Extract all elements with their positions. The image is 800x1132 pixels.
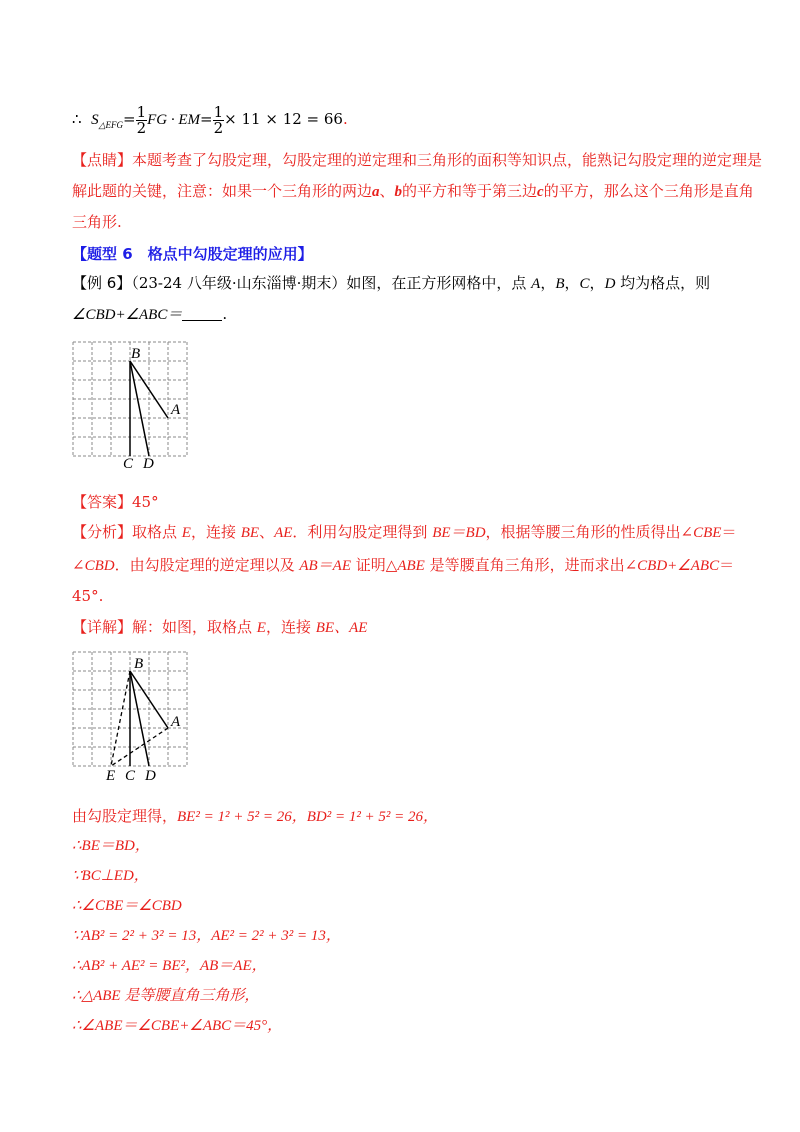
label-b: B (131, 346, 141, 362)
therefore-symbol: ∴ (72, 110, 82, 128)
period: . (222, 305, 228, 323)
step-math: BE² = 1² + 5² = 26，BD² = 1² + 5² = 26， (177, 809, 439, 825)
grid-figure-1 (68, 338, 198, 472)
period: . (342, 110, 348, 128)
step-line: ∵BC⊥ED， (72, 868, 149, 884)
point-b: B (555, 276, 565, 292)
example-text: 均为格点，则 (615, 274, 711, 292)
segment-be: BE (240, 525, 260, 541)
var-b: b (394, 184, 403, 200)
step-line: ∵AB² = 2² + 3² = 13，AE² = 2² + 3² = 13， (72, 928, 341, 944)
comment-line-1 (72, 150, 763, 170)
comment-text: 三角形. (72, 213, 122, 231)
label-e: E (106, 768, 116, 782)
example-label: 【例 6】 (72, 274, 132, 292)
equals-sign: = (200, 110, 213, 128)
comma: ， (540, 274, 556, 292)
fraction-denominator: 2 (136, 118, 147, 137)
var-c: c (537, 184, 544, 200)
step-line: ∴AB² + AE² = BE²，AB＝AE， (72, 958, 267, 974)
answer-value: 45° (132, 493, 159, 511)
point-d: D (604, 276, 616, 292)
label-b: B (134, 656, 144, 672)
label-a: A (171, 402, 181, 418)
step-line: ∴∠CBE＝∠CBD (72, 898, 182, 914)
angle-cbe: CBE (693, 525, 722, 541)
answer-blank (182, 306, 222, 321)
separator: 、 (379, 182, 395, 200)
step-line: ∴BE＝BD， (72, 838, 150, 854)
question-expression: ∠CBD+∠ABC＝ (72, 307, 183, 323)
comment-text: 本题考查了勾股定理，勾股定理的逆定理和三角形的面积等知识点，能熟记勾股定理的逆定理是 (132, 151, 763, 169)
fraction-numerator: 1 (136, 102, 147, 121)
detail-tag: 【详解】 (72, 618, 133, 636)
fraction-half (136, 102, 148, 137)
angle-symbol: ∠ (72, 556, 85, 574)
equation-ab-ae: AB＝AE (299, 558, 352, 574)
fraction-numerator: 1 (213, 102, 224, 121)
triangle-abe: ABE (397, 558, 425, 574)
section-title: 【题型 6 格点中勾股定理的应用】 (72, 245, 313, 263)
detail-intro (72, 617, 740, 638)
label-a: A (171, 714, 181, 730)
analysis-line-3 (72, 586, 740, 606)
detail-text: 解：如图，取格点 (132, 618, 257, 636)
analysis-tag: 【分析】 (72, 523, 133, 541)
step-line (72, 806, 740, 827)
equation-be-bd: BE＝BD (432, 525, 486, 541)
comment-line-3 (72, 212, 740, 232)
step-prefix: 由勾股定理得， (72, 807, 178, 825)
answer-line (72, 492, 740, 512)
example-text: 如图，在正方形网格中，点 (346, 274, 532, 292)
analysis-text: 取格点 (132, 523, 182, 541)
point-e: E (256, 620, 266, 636)
example-source: （23-24 八年级·山东淄博·期末） (131, 274, 347, 292)
comma: ， (564, 274, 580, 292)
segment-ae: AE (274, 525, 293, 541)
grid-figure-2 (68, 648, 198, 782)
angle-cbd: CBD (84, 558, 115, 574)
analysis-line-2 (72, 555, 740, 576)
analysis-text: ．利用勾股定理得到 (292, 523, 433, 541)
separator: 、 (259, 523, 275, 541)
answer-tag: 【答案】 (72, 493, 133, 511)
equals-sign: ＝ (721, 523, 737, 541)
point-c: C (579, 276, 590, 292)
comment-text: 解此题的关键，注意：如果一个三角形的两边 (72, 182, 373, 200)
comment-tag: 【点睛】 (72, 151, 133, 169)
analysis-text: 是等腰直角三角形，进而求出∠ (424, 556, 638, 574)
label-d: D (143, 456, 154, 472)
comment-line-2 (72, 181, 754, 202)
equals-sign: = (123, 110, 136, 128)
step-line: ∴∠ABE＝∠CBE+∠ABC＝45°， (72, 1018, 283, 1034)
triangle-subscript: △EFG (98, 120, 124, 130)
area-result: × 11 × 12 = 66 (224, 110, 343, 128)
angle-sum: CBD+∠ABC (637, 558, 720, 574)
analysis-text: ，连接 (190, 523, 241, 541)
analysis-text: ，根据等腰三角形的性质得出∠ (485, 523, 694, 541)
fg-em-product: FG · EM (147, 112, 201, 128)
label-d: D (145, 768, 156, 782)
fraction-half (213, 102, 225, 137)
var-a: a (372, 184, 380, 200)
comment-text: 的平方和等于第三边 (402, 182, 538, 200)
analysis-text: ．由勾股定理的逆定理以及 (114, 556, 300, 574)
analysis-text: 45°. (72, 587, 104, 605)
label-c: C (123, 456, 134, 472)
comment-text: 的平方，那么这个三角形是直角 (543, 182, 754, 200)
step-line: ∴△ABE 是等腰直角三角形， (72, 988, 260, 1004)
fraction-denominator: 2 (213, 118, 224, 137)
area-formula (72, 102, 740, 137)
equals-sign: ＝ (719, 556, 735, 574)
comma: ， (589, 274, 605, 292)
point-e: E (181, 525, 191, 541)
area-symbol: S (91, 112, 99, 128)
point-a: A (531, 276, 541, 292)
example-line-1 (72, 273, 740, 294)
analysis-text: 证明△ (351, 556, 398, 574)
label-c: C (125, 768, 136, 782)
analysis-line-1 (72, 522, 740, 543)
example-question (72, 304, 740, 325)
segments-be-ae: BE、AE (315, 620, 368, 636)
detail-text: ，连接 (265, 618, 316, 636)
